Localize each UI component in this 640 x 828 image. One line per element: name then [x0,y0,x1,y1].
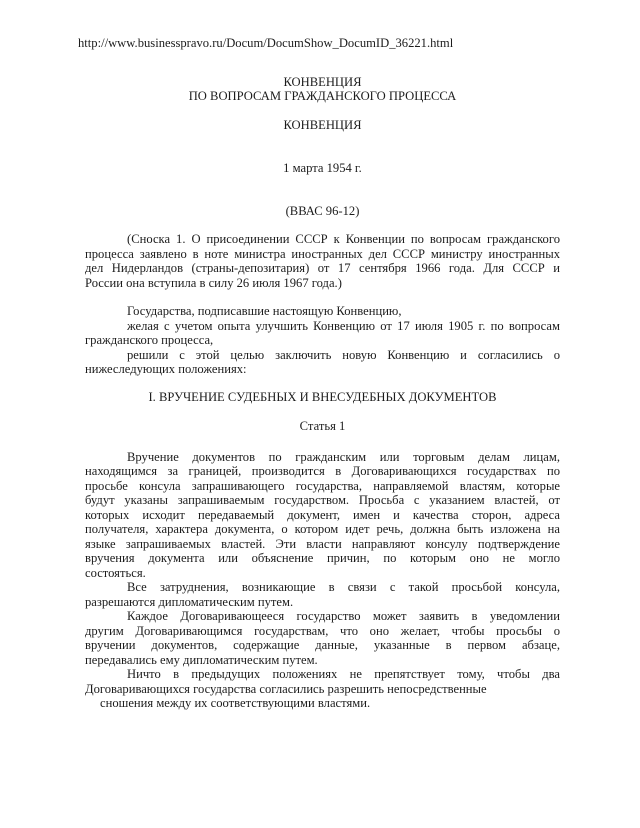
footnote-paragraph [85,232,560,290]
text-line: передавались ему дипломатическим путем. [85,652,318,667]
text-line: состояться. [85,565,146,580]
text-line: (Сноска 1. О присоединении СССР к Конвенции по вопросам гражданского [127,232,560,246]
text-line: нижеследующих положениях: [85,362,247,376]
article-heading: Статья 1 [299,419,346,433]
text-line: гражданского процесса, [85,333,214,347]
text-line: Все затруднения, возникающие в связи с такой просьбой консула, [127,580,560,594]
text-line: просьбе консула запрашивающего государства, направляемой властям, которые [85,478,560,493]
text-line: получателя, характера документа, о котором идет речь, должна быть изложена на [85,522,560,536]
text-line: Государства, подписавшие настоящую Конвенцию, [127,304,402,318]
text-line: вручении документов, содержащие данные, указанные в первом абзаце, [85,638,560,652]
article-body [85,450,560,711]
text-line: сношения между их соответствующими властями. [100,696,371,710]
text-line: другим Договаривающимся государствам, что оно желает, чтобы просьбы о [85,623,560,638]
doc-subtitle: КОНВЕНЦИЯ [283,117,362,132]
text-line: России она вступила в силу 26 июля 1967 года.) [85,275,342,290]
doc-title [85,75,560,104]
text-line: Вручение документов по гражданским или торговым делам лицам, [127,449,560,464]
text-line: процесса заявлено в ноте министра иностранных дел СССР министру иностранных [85,246,560,261]
text-line: желая с учетом опыта улучшить Конвенцию от 17 июля 1905 г. по вопросам [127,318,560,333]
text-line: разрешаются дипломатическим путем. [85,594,294,609]
text-line: которых исходит передаваемый документ, имен и качества сторон, адреса [85,507,560,522]
date-line: 1 марта 1954 г. [283,161,362,175]
text-line: решили с этой целью заключить новую Конвенцию и согласились о [127,347,560,362]
section-heading: I. ВРУЧЕНИЕ СУДЕБНЫХ И ВНЕСУДЕБНЫХ ДОКУМЕНТОВ [148,389,497,404]
text-line: Каждое Договаривающееся государство может заявить в уведомлении [127,609,560,623]
doc-title-line1: КОНВЕНЦИЯ [283,74,362,89]
text-line: дел Нидерландов (страны-депозитария) от 17 сентября 1966 года. Для СССР и [85,261,560,275]
text-line: будут указаны запрашиваемым государством. Просьба с указанием властей, от [85,493,560,507]
reference-line: (ВВАС 96-12) [285,203,360,218]
text-line: Договаривающихся государства согласились разрешить непосредственные [85,681,487,696]
text-line: языке запрашиваемых властей. Эти власти направляют консулу подтверждение [85,536,560,551]
preamble [85,304,560,377]
text-line: Ничто в предыдущих положениях не препятствует тому, чтобы два [127,667,560,681]
doc-title-line2: ПО ВОПРОСАМ ГРАЖДАНСКОГО ПРОЦЕССА [188,89,457,103]
text-line: вручения документа или объяснение причин, по которым оно не могло [85,551,560,565]
source-url: http://www.businesspravo.ru/Docum/DocumShow_DocumID_36221.html [78,36,454,50]
text-line: находящимся за границей, производится в Договаривающихся государствах по [85,464,560,478]
